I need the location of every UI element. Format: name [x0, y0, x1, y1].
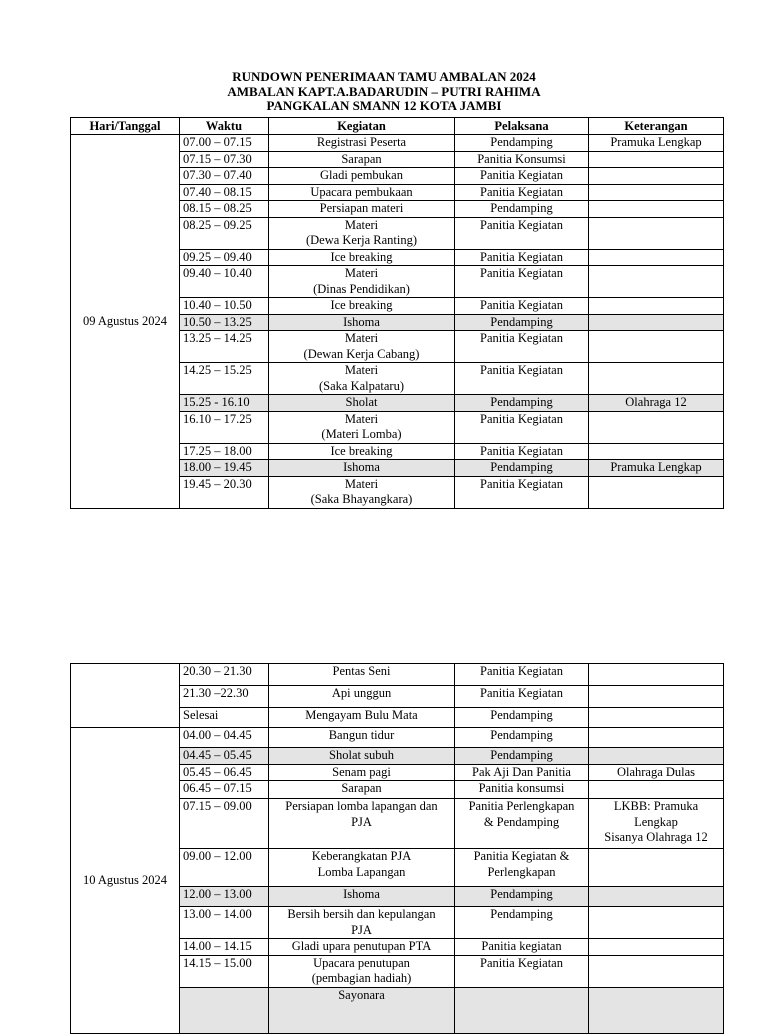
executor-text: Panitia Kegiatan	[480, 331, 563, 345]
activity-cell	[269, 201, 455, 218]
executor-text: Pendamping	[490, 460, 553, 474]
activity-text: Upacara penutupan	[313, 955, 410, 970]
time-text: 08.15 – 08.25	[183, 201, 252, 215]
activity-text: Ice breaking	[330, 443, 393, 458]
time-cell	[180, 849, 269, 887]
activity-cell	[269, 987, 455, 1033]
schedule-row	[71, 728, 724, 748]
executor-text: Panitia Kegiatan	[480, 266, 563, 280]
activity-text: Sarapan	[341, 781, 382, 795]
executor-text: Panitia Kegiatan	[480, 363, 563, 377]
time-cell	[180, 887, 269, 907]
activity-cell	[269, 168, 455, 185]
activity-cell	[269, 907, 455, 939]
activity-cell	[269, 151, 455, 168]
activity-detail: Lomba Lapangan	[317, 864, 406, 879]
activity-cell	[269, 266, 455, 298]
executor-cell	[455, 728, 589, 748]
time-text: 04.45 – 05.45	[183, 748, 252, 762]
activity-text: Keberangkatan PJA	[311, 849, 412, 863]
activity-cell	[269, 664, 455, 686]
activity-cell	[269, 939, 455, 956]
executor-text: Panitia Kegiatan	[480, 955, 563, 970]
executor-text: Panitia Kegiatan	[480, 686, 563, 700]
time-text: 07.15 – 07.30	[183, 151, 252, 166]
time-cell	[180, 476, 269, 508]
activity-cell	[269, 955, 455, 987]
document-title	[0, 70, 768, 114]
executor-text: Panitia Kegiatan	[480, 217, 563, 232]
note-cell	[589, 168, 724, 185]
executor-text: Panitia Kegiatan	[480, 411, 563, 426]
activity-text: Persiapan materi	[319, 201, 404, 215]
note-cell	[589, 217, 724, 249]
time-text: 08.25 – 09.25	[183, 217, 252, 232]
executor-cell	[455, 151, 589, 168]
activity-text: Persiapan lomba lapangan dan	[285, 799, 438, 813]
executor-cell	[455, 395, 589, 412]
activity-text: Gladi upara penutupan PTA	[291, 939, 432, 953]
note-text-2: Lengkap	[634, 814, 678, 829]
activity-cell	[269, 443, 455, 460]
note-cell	[589, 939, 724, 956]
executor-cell	[455, 411, 589, 443]
activity-cell	[269, 249, 455, 266]
note-cell	[589, 443, 724, 460]
time-text: 07.30 – 07.40	[183, 168, 252, 182]
note-cell	[589, 955, 724, 987]
executor-text: Pendamping	[490, 907, 553, 921]
executor-cell	[455, 764, 589, 781]
activity-cell	[269, 460, 455, 477]
activity-text: Upacara pembukaan	[310, 184, 413, 199]
activity-text: Pentas Seni	[332, 664, 391, 678]
note-cell	[589, 184, 724, 201]
note-cell	[589, 987, 724, 1033]
rundown-body-day-2	[71, 664, 724, 1034]
activity-detail: (Materi Lomba)	[321, 427, 402, 441]
activity-text: Senam pagi	[332, 764, 391, 779]
activity-cell	[269, 395, 455, 412]
executor-cell	[455, 249, 589, 266]
executor-cell	[455, 168, 589, 185]
activity-cell	[269, 135, 455, 152]
time-text: 18.00 – 19.45	[183, 460, 252, 474]
activity-cell	[269, 748, 455, 765]
note-cell	[589, 298, 724, 315]
time-cell	[180, 708, 269, 728]
executor-cell	[455, 748, 589, 765]
header-keterangan: Keterangan	[589, 118, 724, 135]
activity-cell	[269, 781, 455, 799]
executor-text: Panitia Kegiatan &	[473, 849, 570, 863]
time-cell	[180, 987, 269, 1033]
note-cell	[589, 781, 724, 799]
executor-text: Pendamping	[490, 708, 553, 722]
note-cell	[589, 728, 724, 748]
executor-text: Panitia Kegiatan	[480, 664, 563, 678]
time-cell	[180, 939, 269, 956]
executor-text-cont: & Pendamping	[483, 814, 560, 829]
note-cell	[589, 849, 724, 887]
activity-detail: PJA	[351, 922, 372, 937]
activity-detail: (Saka Kalpataru)	[318, 378, 405, 393]
executor-cell	[455, 849, 589, 887]
time-text: 17.25 – 18.00	[183, 443, 252, 458]
executor-cell	[455, 955, 589, 987]
note-cell	[589, 201, 724, 218]
note-cell	[589, 686, 724, 708]
date-cell: 09 Agustus 2024	[71, 135, 180, 509]
activity-text: Gladi pembukan	[320, 168, 403, 182]
time-text: 19.45 – 20.30	[183, 476, 252, 491]
note-text-3: Sisanya Olahraga 12	[604, 830, 708, 844]
note-text: LKBB: Pramuka	[613, 799, 699, 813]
note-cell	[589, 708, 724, 728]
executor-text: Pak Aji Dan Panitia	[472, 764, 571, 779]
activity-text: Ishoma	[343, 460, 380, 474]
executor-cell	[455, 135, 589, 152]
activity-text: Bangun tidur	[328, 728, 395, 742]
title-line-1: RUNDOWN PENERIMAAN TAMU AMBALAN 2024	[232, 69, 536, 84]
activity-cell	[269, 411, 455, 443]
executor-text: Panitia Kegiatan	[480, 184, 563, 199]
note-cell	[589, 151, 724, 168]
rundown-table-page-2	[70, 663, 724, 1034]
time-cell	[180, 907, 269, 939]
activity-cell	[269, 686, 455, 708]
executor-cell	[455, 939, 589, 956]
executor-cell	[455, 460, 589, 477]
executor-text: Pendamping	[490, 201, 553, 215]
activity-cell	[269, 184, 455, 201]
activity-text: Registrasi Peserta	[316, 135, 407, 149]
time-cell	[180, 314, 269, 331]
note-cell	[589, 887, 724, 907]
activity-text: Api unggun	[331, 686, 392, 700]
time-text: Selesai	[183, 708, 219, 722]
time-text: 20.30 – 21.30	[183, 664, 252, 678]
activity-text: Ice breaking	[330, 249, 393, 264]
note-cell	[589, 748, 724, 765]
header-hari-tanggal: Hari/Tanggal	[71, 118, 180, 135]
time-text: 10.50 – 13.25	[183, 314, 252, 329]
executor-cell	[455, 266, 589, 298]
note-cell	[589, 764, 724, 781]
activity-text: Ice breaking	[330, 298, 393, 312]
note-cell	[589, 664, 724, 686]
executor-text: Panitia konsumsi	[478, 781, 565, 795]
activity-text: Materi	[344, 411, 379, 426]
executor-text: Panitia Konsumsi	[477, 151, 566, 166]
activity-text: Ishoma	[343, 314, 380, 329]
time-cell	[180, 664, 269, 686]
time-cell	[180, 135, 269, 152]
time-cell	[180, 748, 269, 765]
executor-cell	[455, 217, 589, 249]
time-text: 16.10 – 17.25	[183, 411, 252, 426]
time-cell	[180, 728, 269, 748]
activity-cell	[269, 298, 455, 315]
activity-cell	[269, 728, 455, 748]
activity-detail: PJA	[351, 814, 372, 829]
time-cell	[180, 781, 269, 799]
executor-text-cont: Perlengkapan	[487, 864, 556, 879]
note-cell	[589, 799, 724, 849]
activity-text: Materi	[344, 266, 379, 280]
rundown-table-page-1	[70, 117, 724, 509]
rundown-body-day-1	[71, 135, 724, 509]
title-line-2: AMBALAN KAPT.A.BADARUDIN – PUTRI RAHIMA	[227, 83, 541, 99]
note-text: Olahraga Dulas	[616, 764, 696, 779]
time-text: 09.25 – 09.40	[183, 249, 252, 264]
activity-text: Materi	[344, 331, 379, 345]
activity-detail: (pembagian hadiah)	[311, 971, 412, 985]
activity-text: Materi	[344, 217, 379, 232]
date-cell	[71, 664, 180, 728]
time-text: 14.00 – 14.15	[183, 939, 252, 953]
executor-cell	[455, 314, 589, 331]
time-text: 07.00 – 07.15	[183, 135, 252, 149]
activity-cell	[269, 331, 455, 363]
time-cell	[180, 298, 269, 315]
executor-cell	[455, 887, 589, 907]
note-text: Olahraga 12	[625, 395, 687, 409]
executor-text: Pendamping	[490, 395, 553, 409]
time-cell	[180, 799, 269, 849]
executor-cell	[455, 363, 589, 395]
time-text: 12.00 – 13.00	[183, 887, 252, 901]
activity-cell	[269, 217, 455, 249]
note-cell	[589, 476, 724, 508]
activity-text: Sayonara	[338, 987, 385, 1002]
time-text: 09.40 – 10.40	[183, 266, 252, 280]
activity-detail: (Dewan Kerja Cabang)	[303, 346, 420, 361]
activity-detail: (Saka Bhayangkara)	[310, 492, 413, 506]
time-cell	[180, 266, 269, 298]
note-cell	[589, 249, 724, 266]
executor-cell	[455, 476, 589, 508]
time-text: 09.00 – 12.00	[183, 849, 252, 863]
time-text: 06.45 – 07.15	[183, 781, 252, 795]
executor-text: Panitia Kegiatan	[480, 298, 563, 312]
time-text: 05.45 – 06.45	[183, 764, 252, 779]
header-kegiatan: Kegiatan	[269, 118, 455, 135]
time-cell	[180, 184, 269, 201]
time-text: 14.15 – 15.00	[183, 955, 252, 970]
time-cell	[180, 168, 269, 185]
time-text: 04.00 – 04.45	[183, 728, 252, 742]
activity-cell	[269, 849, 455, 887]
date-cell: 10 Agustus 2024	[71, 728, 180, 1034]
activity-text: Materi	[344, 363, 379, 377]
header-row	[71, 118, 724, 135]
time-cell	[180, 201, 269, 218]
time-cell	[180, 395, 269, 412]
executor-text: Pendamping	[490, 748, 553, 762]
activity-detail: (Dinas Pendidikan)	[313, 281, 410, 296]
note-text: Pramuka Lengkap	[610, 460, 702, 474]
activity-text: Sholat subuh	[329, 748, 394, 762]
time-cell	[180, 331, 269, 363]
time-cell	[180, 151, 269, 168]
activity-text: Ishoma	[343, 887, 380, 901]
executor-cell	[455, 331, 589, 363]
executor-cell	[455, 708, 589, 728]
note-cell	[589, 331, 724, 363]
time-cell	[180, 363, 269, 395]
executor-cell	[455, 298, 589, 315]
time-text: 15.25 - 16.10	[183, 395, 250, 409]
note-cell	[589, 266, 724, 298]
executor-cell	[455, 184, 589, 201]
executor-cell	[455, 799, 589, 849]
note-cell	[589, 363, 724, 395]
time-text: 10.40 – 10.50	[183, 298, 252, 312]
time-text: 07.15 – 09.00	[183, 799, 252, 813]
time-cell	[180, 955, 269, 987]
time-text: 21.30 –22.30	[183, 686, 249, 700]
executor-cell	[455, 664, 589, 686]
activity-text: Mengayam Bulu Mata	[305, 708, 418, 722]
executor-text: Panitia Kegiatan	[480, 476, 563, 491]
activity-cell	[269, 887, 455, 907]
note-text: Pramuka Lengkap	[610, 135, 702, 149]
activity-cell	[269, 363, 455, 395]
executor-text: Pendamping	[490, 728, 553, 742]
executor-cell	[455, 907, 589, 939]
header-waktu: Waktu	[180, 118, 269, 135]
time-text: 13.25 – 14.25	[183, 331, 252, 345]
note-cell	[589, 395, 724, 412]
time-cell	[180, 217, 269, 249]
executor-cell	[455, 781, 589, 799]
time-cell	[180, 460, 269, 477]
activity-cell	[269, 314, 455, 331]
executor-text: Panitia Kegiatan	[480, 168, 563, 182]
executor-text: Panitia Kegiatan	[480, 249, 563, 264]
schedule-row	[71, 664, 724, 686]
executor-text: Panitia kegiatan	[481, 939, 562, 953]
activity-cell	[269, 476, 455, 508]
time-cell	[180, 249, 269, 266]
executor-cell	[455, 686, 589, 708]
schedule-row	[71, 135, 724, 152]
time-cell	[180, 686, 269, 708]
time-cell	[180, 764, 269, 781]
executor-text: Panitia Kegiatan	[480, 443, 563, 458]
note-cell	[589, 135, 724, 152]
activity-cell	[269, 708, 455, 728]
activity-detail: (Dewa Kerja Ranting)	[305, 233, 418, 247]
note-cell	[589, 907, 724, 939]
time-cell	[180, 443, 269, 460]
time-text: 13.00 – 14.00	[183, 907, 252, 921]
executor-text: Pendamping	[490, 887, 553, 901]
note-cell	[589, 411, 724, 443]
activity-text: Bersih bersih dan kepulangan	[287, 907, 436, 921]
activity-cell	[269, 799, 455, 849]
time-text: 14.25 – 15.25	[183, 363, 252, 377]
note-cell	[589, 460, 724, 477]
executor-text: Pendamping	[490, 135, 553, 149]
time-text: 07.40 – 08.15	[183, 184, 252, 199]
activity-cell	[269, 764, 455, 781]
time-cell	[180, 411, 269, 443]
executor-cell	[455, 987, 589, 1033]
activity-text: Sholat	[345, 395, 378, 409]
activity-text: Materi	[344, 476, 379, 491]
activity-text: Sarapan	[341, 151, 382, 166]
executor-text: Pendamping	[490, 314, 553, 329]
note-cell	[589, 314, 724, 331]
executor-cell	[455, 443, 589, 460]
executor-text: Panitia Perlengkapan	[468, 799, 575, 813]
header-pelaksana: Pelaksana	[455, 118, 589, 135]
executor-cell	[455, 201, 589, 218]
title-line-3: PANGKALAN SMANN 12 KOTA JAMBI	[266, 98, 502, 113]
